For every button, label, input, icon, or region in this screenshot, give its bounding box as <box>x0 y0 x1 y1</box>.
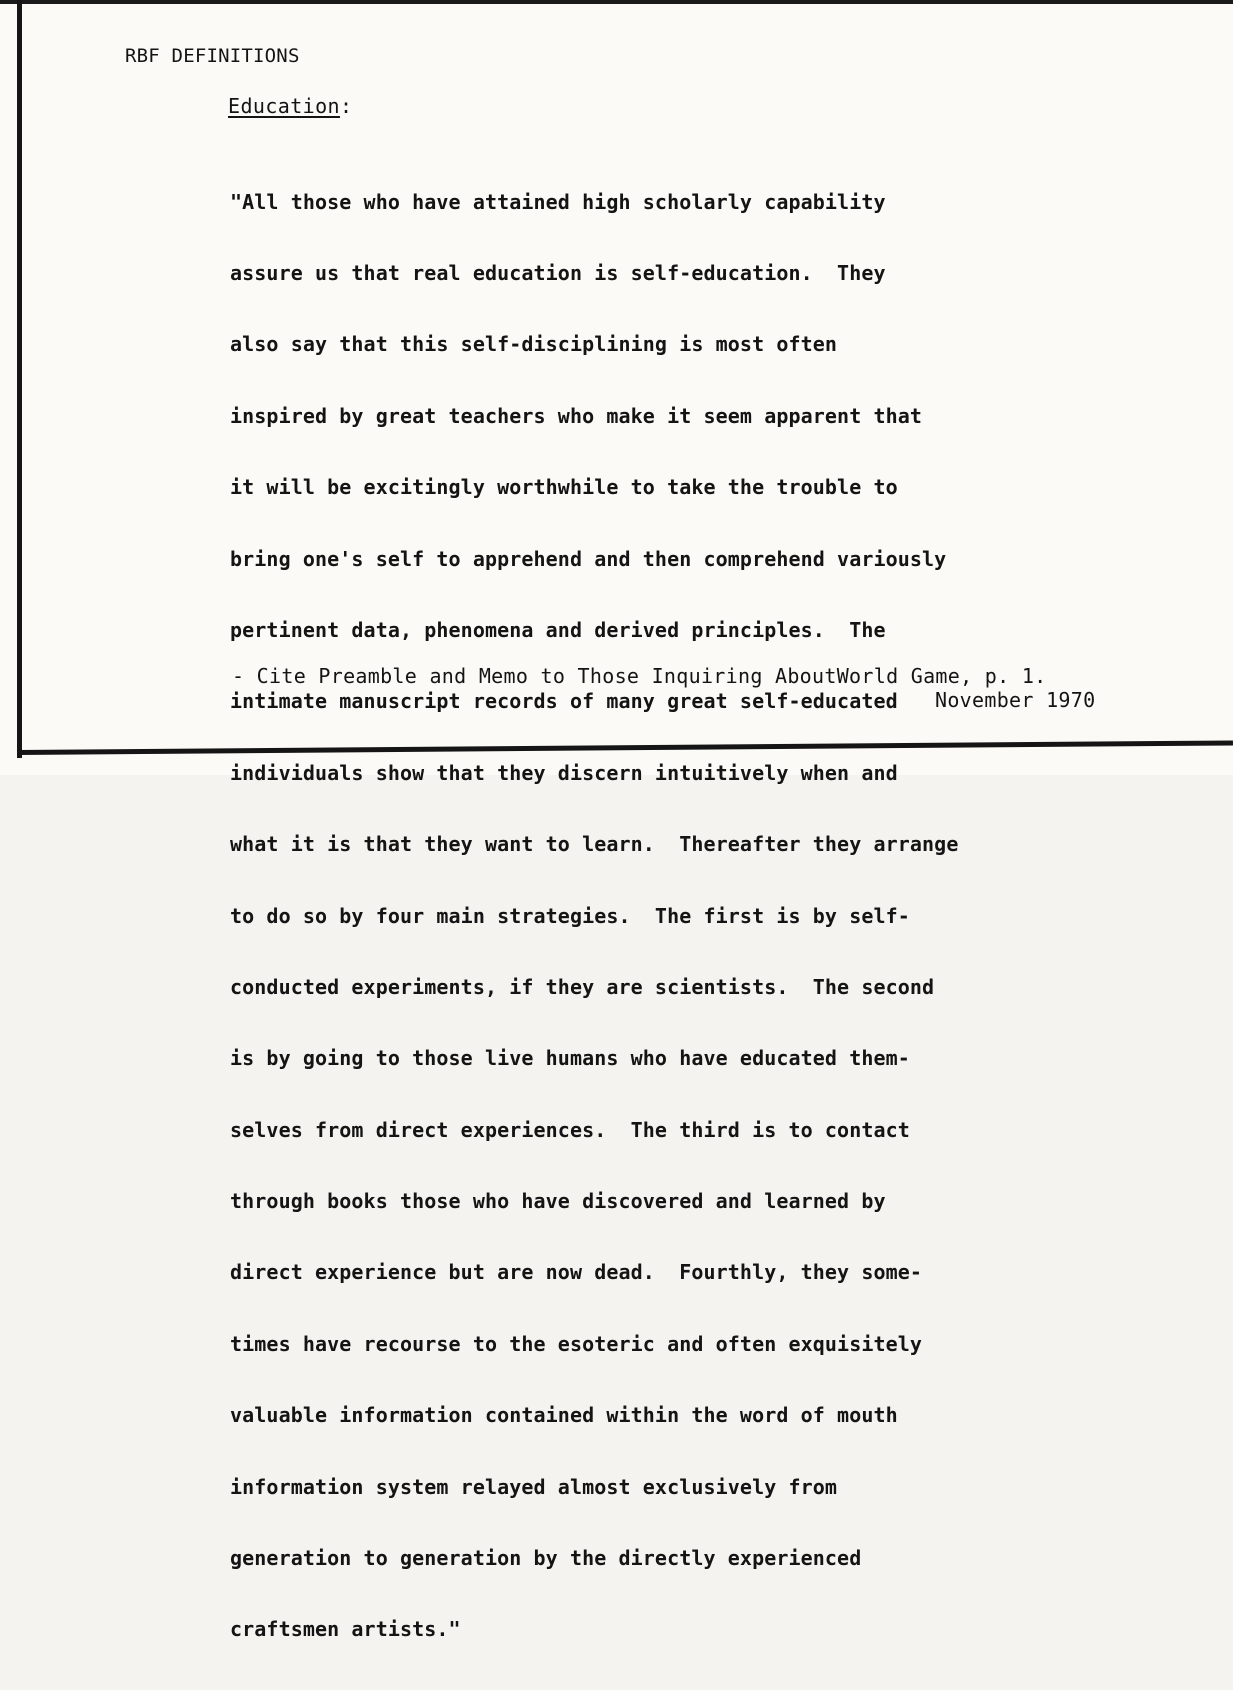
definition-term-colon: : <box>339 94 353 118</box>
document-heading: RBF DEFINITIONS <box>125 45 300 67</box>
quote-line: generation to generation by the directly experienced <box>230 1546 862 1571</box>
left-border-line <box>17 0 22 758</box>
quote-line: bring one's self to apprehend and then comprehend variously <box>230 546 947 571</box>
quote-line: times have recourse to the esoteric and often exquisitely <box>230 1331 923 1356</box>
quote-line: information system relayed almost exclusively from <box>230 1474 838 1499</box>
quote-line: to do so by four main strategies. The first is by self- <box>230 903 910 928</box>
quote-line: it will be excitingly worthwhile to take the trouble to <box>230 475 898 500</box>
quote-line: inspired by great teachers who make it seem apparent that <box>230 403 923 428</box>
citation-date: November 1970 <box>935 688 1096 712</box>
quote-line: conducted experiments, if they are scientists. The second <box>230 974 935 999</box>
definition-term <box>228 94 352 118</box>
quote-line: assure us that real education is self-education. They <box>230 260 886 285</box>
definition-quote <box>230 143 958 1690</box>
citation-line: - Cite Preamble and Memo to Those Inquiring AboutWorld Game, p. 1. <box>232 664 1047 688</box>
quote-line: "All those who have attained high scholarly capability <box>230 189 886 214</box>
quote-line: selves from direct experiences. The third is to contact <box>230 1117 910 1142</box>
quote-line: individuals show that they discern intuitively when and <box>230 760 898 785</box>
quote-line: valuable information contained within the word of mouth <box>230 1403 898 1428</box>
quote-line: direct experience but are now dead. Fourthly, they some- <box>230 1260 923 1285</box>
quote-line: craftsmen artists." <box>230 1617 461 1642</box>
quote-line: also say that this self-disciplining is most often <box>230 332 838 357</box>
top-border-line <box>0 0 1233 4</box>
quote-line: intimate manuscript records of many great self-educated <box>230 689 898 714</box>
definition-term-word: Education <box>228 94 340 118</box>
quote-line: pertinent data, phenomena and derived principles. The <box>230 617 886 642</box>
quote-line: through books those who have discovered and learned by <box>230 1189 886 1214</box>
quote-line: is by going to those live humans who have educated them- <box>230 1046 910 1071</box>
quote-line: what it is that they want to learn. Thereafter they arrange <box>230 832 959 857</box>
